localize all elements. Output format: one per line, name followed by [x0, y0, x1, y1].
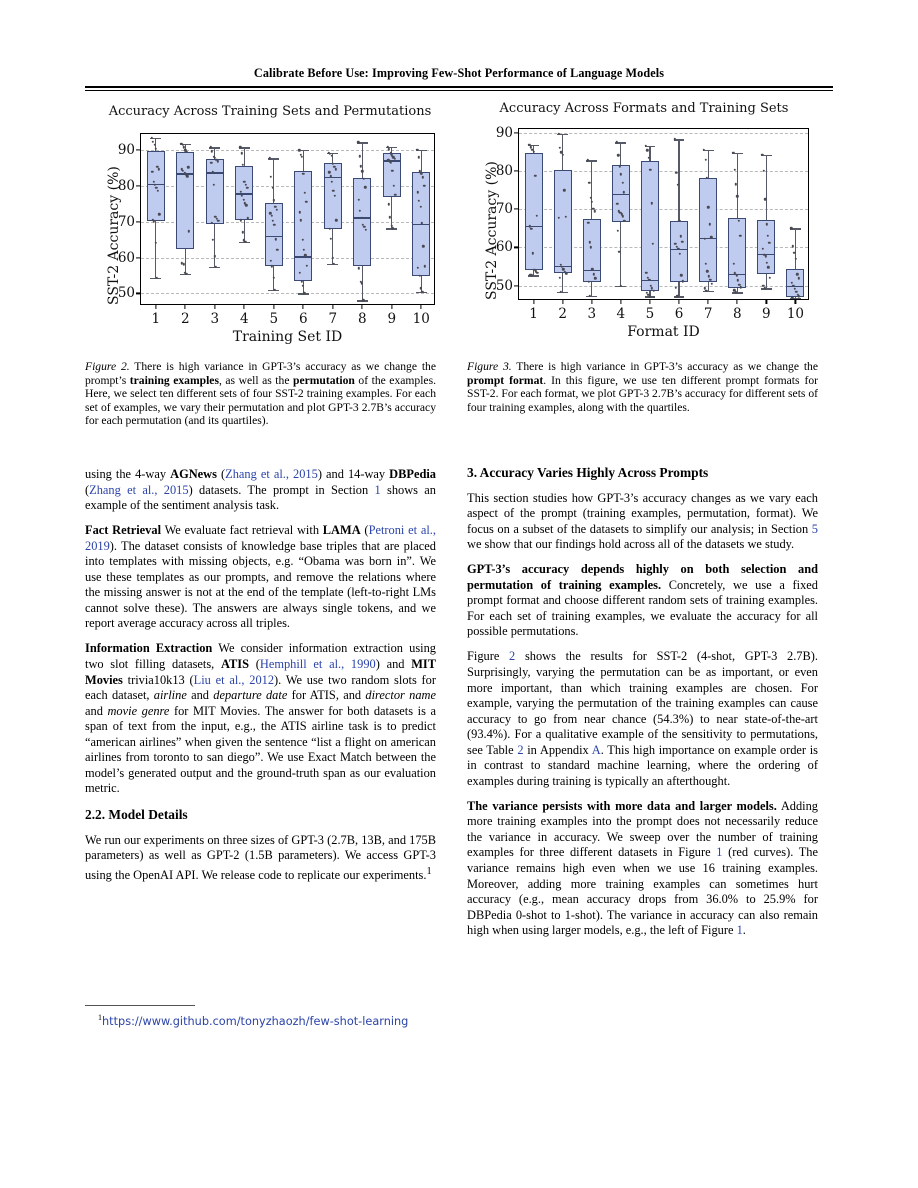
- txt: using the 4-way: [85, 467, 171, 481]
- dataset-atis: ATIS: [221, 657, 250, 672]
- runin-variance-persists: The variance persists with more data and larger models.: [467, 798, 777, 813]
- x-axis-tick-label: 2: [180, 311, 190, 327]
- median-line: [235, 193, 253, 194]
- txt: ). We use two random slots for each dataset,: [85, 672, 436, 703]
- figure-3-caption-end: . In this figure, we use ten different prompt formats for SST-2. For each format, we plot GPT-3 2.7B’s accuracy for different sets of four training examples, along with the quartiles.: [467, 373, 818, 414]
- y-axis-tick-label: 60: [495, 239, 513, 256]
- txt: we show that our findings hold across all of the datasets we study.: [467, 537, 795, 552]
- median-line: [294, 256, 312, 257]
- para-information-extraction: [85, 641, 436, 796]
- figure-3-caption: [467, 360, 818, 414]
- median-line: [324, 177, 342, 178]
- runin-fact-retrieval: Fact Retrieval: [85, 523, 162, 538]
- figure-3-label: Figure 3.: [467, 360, 512, 373]
- data-point: [617, 230, 619, 232]
- data-point: [270, 176, 272, 178]
- figure-2-caption-a: There is high variance in GPT-3’s accuracy as we change the prompt’s: [85, 360, 436, 387]
- x-axis-tick-label: 5: [269, 311, 279, 327]
- txt: (: [216, 467, 226, 481]
- x-axis-tick-label: 1: [529, 306, 538, 322]
- data-point: [769, 276, 771, 278]
- runin-accuracy-depends: GPT-3’s accuracy depends highly on both selection and permutation of training examples.: [467, 562, 818, 592]
- ref-figure-1-a[interactable]: 1: [716, 845, 723, 860]
- dataset-mit-movies: MIT Movies: [85, 657, 436, 687]
- txt: This section studies how GPT-3’s accuracy changes as we vary each aspect of the prompt (training examples, permutation, format). We focus on a subset of the datasets to simplify our analysis; in Section: [467, 490, 818, 536]
- para-figure2-results: [467, 649, 818, 789]
- chart-fig2-x-axis-label: Training Set ID: [232, 329, 343, 345]
- data-point: [417, 156, 419, 158]
- figure-2-caption-end: of the examples. Here, we select ten different sets of four SST-2 training examples. For each set of examples, we vary their permutation and plot GPT-3 2.7B’s accuracy for each permutation (and its quartiles).: [85, 373, 436, 428]
- txt: Figure: [467, 649, 510, 664]
- x-axis-tick-label: 6: [674, 306, 684, 322]
- whisker-cap: [761, 288, 772, 289]
- box-plot-box: [641, 161, 659, 291]
- box-plot-box: [728, 218, 746, 288]
- header-rule-thick: [85, 86, 833, 88]
- txt: (red curves). The variance remains high even when we use 16 training examples. Moreover, adding more training examples can sometimes hurt accuracy (e.g., mean accuracy drops from 36.0% to 25.9% for DBPedia 0-shot to 1-shot). The variance in accuracy can also remain high when using larger models, e.g., the left of Figure: [467, 845, 818, 938]
- y-axis-tick-label: 90: [117, 142, 135, 159]
- header-rule-thin: [85, 90, 833, 91]
- dataset-dbpedia: DBPedia: [389, 467, 436, 481]
- ref-figure-2[interactable]: 2: [509, 649, 516, 664]
- slot-airline: airline: [153, 688, 187, 703]
- ref-section-5[interactable]: 5: [811, 521, 818, 536]
- dataset-agnews: AGNews: [170, 467, 217, 481]
- running-header: Calibrate Before Use: Improving Few-Shot Performance of Language Models: [253, 66, 665, 80]
- data-point: [704, 158, 706, 160]
- x-axis-tick-label: 7: [328, 311, 338, 327]
- slot-movie-genre: movie genre: [107, 703, 170, 718]
- figure-2: [92, 104, 448, 353]
- figure-2-caption: [85, 360, 436, 428]
- runin-information-extraction: Information Extraction: [85, 641, 213, 656]
- chart-fig2-y-axis-label: SST-2 Accuracy (%): [106, 166, 122, 305]
- txt: trivia10k13 (: [122, 672, 194, 687]
- txt: (: [249, 657, 260, 672]
- x-axis-tick-label: 9: [762, 306, 771, 322]
- dataset-lama: LAMA: [322, 523, 361, 538]
- para-model-details: [85, 833, 436, 884]
- x-axis-tick-label: 1: [151, 311, 161, 327]
- para-datasets: [85, 467, 436, 514]
- txt: shows the results for SST-2 (4-shot, GPT-3 2.7B). Surprisingly, varying the permutation can be as important, or even more important, than which training examples are chosen. For example, varying the permutation of the training examples can cause accuracy to go from near chance (54.3%) to near state-of-the-art (93.4%). For a qualitative example of the sensitivity to permutations, see Table: [467, 649, 818, 757]
- ref-figure-1-b[interactable]: 1: [736, 923, 743, 938]
- slot-director-name: director name: [365, 688, 436, 703]
- data-point: [358, 267, 360, 269]
- x-axis-tick-label: 8: [732, 306, 742, 322]
- data-point: [617, 154, 619, 156]
- chart-fig3-x-axis-label: Format ID: [627, 324, 700, 340]
- x-axis-tick-label: 4: [239, 311, 249, 327]
- data-point: [536, 272, 538, 274]
- citation-zhang-2015-a[interactable]: Zhang et al., 2015: [225, 467, 318, 481]
- x-axis-tick-label: 4: [616, 306, 626, 322]
- ref-appendix-a[interactable]: A: [591, 742, 601, 757]
- median-line: [525, 226, 543, 227]
- slot-departure-date: departure date: [213, 688, 288, 703]
- x-axis-tick-label: 7: [703, 306, 713, 322]
- box-plot-box: [294, 171, 312, 281]
- txt: We run our experiments on three sizes of GPT-3 (2.7B, 13B, and 175B parameters) as well as GPT-2 (1.5B parameters). We access GPT-3 using the OpenAI API. We release code to replicate our experiments.: [85, 832, 436, 883]
- txt: and: [186, 688, 214, 703]
- data-point: [558, 277, 560, 279]
- txt: for MIT Movies. The answer for both datasets is a span of text from the input, e.g., the ATIS airline task is to predict “american airlines” when given the sentence “list a flight on american airlines from toronto to san diego”. We use Exact Match between the model’s generated output and the ground-truth span as our evaluation metric.: [85, 703, 436, 796]
- para-accuracy-depends: [467, 562, 818, 640]
- gridline: [141, 293, 434, 294]
- x-axis-tick-label: 5: [645, 306, 655, 322]
- para-fact-retrieval: [85, 523, 436, 632]
- citation-hemphill-1990[interactable]: Hemphill et al., 1990: [259, 657, 376, 672]
- median-line: [641, 280, 659, 281]
- txt: . This high importance on example order is in contrast to standard machine learning, where the ordering of examples during training is typically an afterthought.: [467, 742, 818, 788]
- figure-2-chart: [92, 119, 448, 353]
- txt: We evaluate fact retrieval with: [161, 523, 323, 538]
- box-plot-box: [353, 178, 371, 266]
- whisker-cap: [528, 275, 539, 276]
- data-point: [588, 181, 590, 183]
- left-column: [85, 467, 436, 893]
- chart-fig2-plot-area: [117, 133, 435, 327]
- x-axis-tick-label: 8: [357, 311, 367, 327]
- chart-fig3-plot-area: [495, 124, 809, 322]
- txt: ) and: [375, 657, 412, 672]
- x-axis-tick-label: 9: [387, 311, 397, 327]
- heading-2-2-model-details: 2.2. Model Details: [85, 807, 188, 823]
- data-point: [358, 155, 360, 157]
- txt: (: [85, 482, 90, 497]
- median-line: [265, 236, 283, 237]
- median-line: [612, 194, 630, 195]
- txt: Adding more training examples into the prompt does not necessarily reduce the variance in accuracy. We sweep over the number of training examples for three different datasets in Figure: [467, 798, 818, 860]
- x-axis-tick-label: 2: [558, 306, 567, 322]
- figure-3: [470, 101, 818, 352]
- box-plot-box: [554, 170, 572, 273]
- txt: ) datasets. The prompt in Section: [188, 482, 375, 497]
- median-line: [383, 160, 401, 161]
- whisker-cap: [732, 292, 743, 293]
- figure-2-caption-bold-2: permutation: [293, 373, 355, 387]
- para-variance-persists: [467, 799, 818, 939]
- x-axis-tick-label: 3: [587, 306, 597, 322]
- txt: ) and 14-way: [317, 467, 390, 481]
- data-point: [387, 203, 389, 205]
- median-line: [206, 172, 224, 173]
- x-axis-tick-label: 10: [786, 306, 805, 322]
- footnote-marker: 1: [98, 1013, 102, 1022]
- footnote-1: [98, 1011, 438, 1029]
- txt: and: [85, 703, 108, 718]
- footnote-ref-1[interactable]: 1: [426, 866, 432, 878]
- right-column: [467, 464, 818, 948]
- y-axis-tick-label: 90: [495, 124, 513, 141]
- chart-fig3-y-axis-label: SST-2 Accuracy (%): [484, 161, 500, 300]
- txt: for ATIS, and: [287, 688, 366, 703]
- box-plot-box: [176, 152, 194, 248]
- data-point: [594, 210, 596, 212]
- y-axis-tick-label: 60: [117, 249, 135, 266]
- figure-2-title: Accuracy Across Training Sets and Permutations: [108, 104, 432, 119]
- figure-2-label: Figure 2.: [85, 360, 130, 373]
- data-point: [646, 149, 648, 151]
- data-point: [711, 283, 713, 285]
- heading-3-accuracy-varies: 3. Accuracy Varies Highly Across Prompts: [467, 465, 709, 480]
- citation-petroni-2019[interactable]: Petroni et al., 2019: [85, 523, 436, 553]
- y-axis-tick-label: 50: [117, 285, 135, 302]
- ref-table-2[interactable]: 2: [517, 742, 524, 757]
- txt: (: [360, 523, 369, 538]
- whisker-cap: [674, 296, 685, 297]
- x-axis-tick-label: 6: [298, 311, 308, 327]
- figure-3-title: Accuracy Across Formats and Training Sets: [499, 101, 789, 116]
- y-axis-tick-label: 70: [117, 213, 135, 230]
- whisker-cap: [586, 296, 597, 297]
- citation-zhang-2015-b[interactable]: Zhang et al., 2015: [89, 482, 189, 497]
- y-axis-tick-label: 80: [117, 177, 135, 194]
- x-axis-tick-label: 3: [210, 311, 220, 327]
- figure-2-caption-mid: , as well as the: [218, 373, 294, 387]
- median-line: [699, 238, 717, 239]
- figure-2-caption-bold-1: training examples: [129, 373, 219, 387]
- figure-3-chart: [470, 116, 818, 352]
- txt: in Appendix: [523, 742, 592, 757]
- footnote-separator: [85, 1005, 195, 1006]
- para-section-intro: [467, 491, 818, 553]
- y-axis-tick-label: 80: [495, 163, 513, 180]
- data-point: [675, 286, 677, 288]
- y-axis-tick-label: 50: [495, 277, 513, 294]
- footnote-link[interactable]: https://www.github.com/tonyzhaozh/few-shot-learning: [102, 1014, 409, 1028]
- txt: Concretely, we use a fixed prompt format and choose different random sets of training examples. For each set of training examples, we evaluate the accuracy for all possible permutations.: [467, 577, 818, 639]
- txt: .: [742, 923, 746, 938]
- ref-section-1[interactable]: 1: [374, 482, 381, 497]
- box-plot-box: [699, 178, 717, 283]
- y-axis-tick-label: 70: [495, 201, 513, 218]
- box-plot-box: [206, 159, 224, 224]
- box-plot-box: [265, 203, 283, 265]
- txt: ). The dataset consists of knowledge base triples that are placed into templates with missing objects, e.g. “Obama was born in”. We use these templates as our prompts, and remove the relations where the missing answer is not at the end of the template (left-to-right LMs cannot solve these). The answers are always single tokens, and we report average accuracy across all triples.: [85, 538, 436, 631]
- data-point: [559, 147, 561, 149]
- figure-3-caption-bold-1: prompt format: [467, 373, 544, 387]
- txt: We consider information extraction using two slot filling datasets,: [85, 641, 436, 672]
- box-plot-box: [324, 163, 342, 229]
- data-point: [240, 152, 242, 154]
- citation-liu-2012[interactable]: Liu et al., 2012: [193, 672, 275, 687]
- figure-3-caption-a: There is high variance in GPT-3’s accuracy as we change the: [511, 360, 818, 373]
- txt: shows an example of the sentiment analysis task.: [85, 482, 436, 513]
- x-axis-tick-label: 10: [412, 311, 430, 327]
